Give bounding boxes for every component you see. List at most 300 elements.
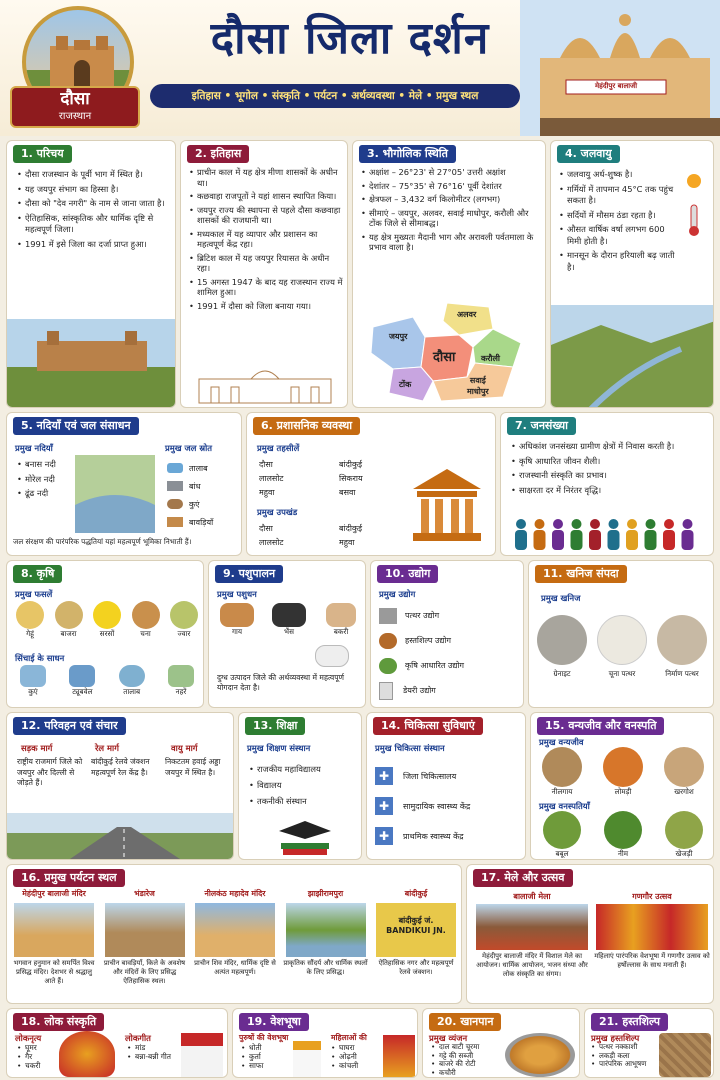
map-label-sawai-madhopur	[467, 375, 489, 397]
map-label-tonk: टोंक	[399, 380, 412, 389]
person-body-icon	[626, 530, 638, 550]
list-item	[167, 459, 239, 477]
fox-icon	[603, 747, 643, 787]
list-item: • घाघरा	[331, 1043, 381, 1052]
fauna-item	[535, 747, 589, 796]
list-item: • लकड़ी कला	[591, 1052, 655, 1061]
section-title: 16. प्रमुख पर्यटन स्थल	[13, 869, 125, 887]
animal-label: बकरी	[333, 627, 349, 636]
list-item: • मोरेल नदी	[17, 474, 81, 486]
logo-district-name: दौसा	[60, 89, 90, 109]
medical-list	[375, 761, 525, 851]
card-education	[238, 712, 362, 860]
water-sources-subheading: प्रमुख जल स्रोत	[165, 443, 213, 453]
dance-subheading: लोकनृत्य	[15, 1033, 42, 1043]
fair-name: बालाजी मेला	[513, 892, 551, 901]
list-item: • यह क्षेत्र मुख्यतः मैदानी भाग और अरावली पर्वतमाला के प्रभाव वाला है।	[361, 232, 541, 253]
person-body-icon	[645, 530, 657, 550]
list-item: • ओढ़नी	[331, 1052, 381, 1061]
card-tourism	[6, 864, 462, 1004]
list-item: • ब्रिटिश काल में यह जयपुर रियासत के अधीन रहा।	[189, 253, 343, 274]
map-label-sawai: सवाई	[469, 376, 486, 385]
person-head-icon	[683, 519, 693, 529]
list-item: • बाजरे की रोटी	[431, 1060, 501, 1069]
well-icon	[20, 665, 46, 687]
list-item: • 1991 में दौसा को जिला बनाया गया।	[189, 301, 343, 312]
mineral-item	[533, 615, 591, 678]
neem-tree-icon	[604, 811, 642, 849]
list-item: • सीमाएं – जयपुर, अलवर, सवाई माधोपुर, करौली और टोंक जिले से सीमाबद्ध।	[361, 208, 541, 229]
animal-label: भैंस	[284, 627, 294, 636]
shiva-temple-image	[195, 903, 275, 957]
tehsil-subheading: प्रमुख तहसीलें	[257, 443, 300, 453]
card-climate	[550, 140, 714, 408]
palace-sketch-icon	[191, 363, 339, 405]
highway-image	[7, 813, 234, 860]
crop-item	[167, 601, 201, 638]
tubewell-icon	[69, 665, 95, 687]
list-item: • कुर्ता	[241, 1052, 291, 1061]
place-name: मेहंदीपुर बालाजी मंदिर	[22, 889, 86, 898]
person-head-icon	[664, 519, 674, 529]
card-agriculture	[6, 560, 204, 708]
song-list	[127, 1043, 179, 1061]
crowd-fair-image	[476, 904, 588, 950]
fauna-subheading: प्रमुख वन्यजीव	[539, 737, 584, 747]
balaji-temple-image	[14, 903, 94, 957]
card-population	[500, 412, 714, 556]
sheep-icon	[315, 645, 349, 667]
source-label: कुएं	[189, 499, 200, 509]
goat-icon	[326, 603, 356, 627]
person-body-icon	[589, 530, 601, 550]
woman-attire-icon	[383, 1035, 415, 1077]
nilgai-icon	[542, 747, 582, 787]
section-title: 15. वन्यजीव और वनस्पति	[537, 717, 664, 735]
flora-label: खेजड़ी	[675, 849, 693, 858]
crop-label: सरसों	[99, 629, 115, 638]
list-item: • कृषि आधारित जीवन शैली।	[511, 456, 711, 468]
millet-icon	[55, 601, 83, 629]
crop-label: ज्वार	[177, 629, 191, 638]
list-item: • गट्टे की सब्जी	[431, 1052, 501, 1061]
person-head-icon	[553, 519, 563, 529]
festival-name: गणगौर उत्सव	[632, 892, 672, 901]
milk-can-icon	[379, 682, 393, 700]
map-label-karauli: करौली	[481, 354, 500, 363]
list-item: • बनास नदी	[17, 459, 81, 471]
fauna-item	[596, 747, 650, 796]
limestone-icon	[597, 615, 647, 665]
place-description: प्राचीन शिव मंदिर, धार्मिक दृष्टि से अत्यंत महत्वपूर्ण।	[194, 959, 276, 976]
stone-carving-icon	[659, 1033, 711, 1077]
valley-landscape-image	[551, 305, 714, 408]
fauna-label: लोमड़ी	[614, 787, 632, 796]
list-item: • प्राचीन काल में यह क्षेत्र मीणा शासकों के अधीन था।	[189, 167, 343, 188]
industry-list	[379, 603, 519, 703]
list-item: • पारंपरिक आभूषण	[591, 1060, 655, 1069]
mineral-item	[593, 615, 651, 678]
pottery-icon	[379, 633, 397, 649]
fair-description: मेहंदीपुर बालाजी मंदिर में विशाल मेले का आयोजन। धार्मिक आयोजन, भजन संध्या और लोक संस्कृति का संगम।	[476, 952, 588, 978]
crop-item	[13, 601, 47, 638]
list-item	[167, 477, 239, 495]
section-title: 2. इतिहास	[187, 145, 249, 163]
map-label-dausa: दौसा	[433, 350, 456, 365]
sun-thermometer-icon	[679, 169, 709, 239]
card-wildlife	[530, 712, 714, 860]
place-name: झाझीरामपुरा	[307, 889, 344, 898]
pond-icon	[167, 463, 183, 473]
section-title: 1. परिचय	[13, 145, 72, 163]
dancer-icon	[59, 1031, 115, 1077]
card-fairs-festivals	[466, 864, 714, 1004]
man-attire-icon	[293, 1041, 321, 1077]
list-item	[375, 761, 525, 791]
card-administration	[246, 412, 496, 556]
irrigation-label: नहरें	[175, 687, 187, 696]
section-title: 18. लोक संस्कृति	[13, 1013, 104, 1031]
list-item: • जयपुर राज्य की स्थापना से पहले दौसा कछवाहा शासकों की राजधानी था।	[189, 205, 343, 226]
section-title: 9. पशुपालन	[215, 565, 283, 583]
men-attire-list	[241, 1043, 291, 1070]
history-list	[189, 167, 343, 314]
wheat-icon	[16, 601, 44, 629]
list-item: • देशांतर – 75°35' से 76°16' पूर्वी देशांतर	[361, 181, 541, 192]
irrigation-item	[62, 665, 102, 696]
flora-subheading: प्रमुख वनस्पतियाँ	[539, 801, 590, 811]
list-item: सिकराय	[339, 474, 363, 483]
list-item: • क्षेत्रफल – 3,432 वर्ग किलोमीटर (लगभग)	[361, 194, 541, 205]
list-item: • गर्मियों में तापमान 45°C तक पहुंच सकता है।	[559, 184, 679, 207]
dam-icon	[167, 481, 183, 491]
climate-list	[559, 169, 679, 276]
card-minerals	[528, 560, 714, 708]
card-industry	[370, 560, 524, 708]
song-subheading: लोकगीत	[125, 1033, 151, 1043]
tourism-place	[192, 889, 278, 986]
cow-icon	[220, 603, 254, 627]
rail-text: बांदीकुई रेलवे जंक्शन महत्वपूर्ण रेल केंद्र है।	[91, 757, 150, 777]
section-title: 17. मेले और उत्सव	[473, 869, 573, 887]
section-title: 3. भौगोलिक स्थिति	[359, 145, 456, 163]
place-description: ऐतिहासिक नगर और महत्वपूर्ण रेलवे जंक्शन।	[378, 959, 454, 976]
place-name: बांदीकुई	[404, 889, 428, 898]
men-attire-subheading: पुरुषों की वेशभूषा	[239, 1033, 289, 1042]
musician-icon	[181, 1033, 223, 1077]
crop-item	[129, 601, 163, 638]
flora-row	[535, 811, 711, 858]
tourism-place	[283, 889, 369, 986]
crop-label: बाजरा	[60, 629, 77, 638]
station-sign-hindi: बांदीकुई जं.	[398, 916, 434, 925]
card-cuisine	[422, 1008, 580, 1078]
tourism-place	[373, 889, 459, 986]
place-name: नीलकंठ महादेव मंदिर	[204, 889, 266, 898]
livestock-subheading: प्रमुख पशुधन	[217, 589, 257, 599]
fort-landscape-image	[7, 319, 176, 408]
people-group-icon	[513, 517, 703, 553]
list-item: महुवा	[259, 488, 275, 497]
card-transport	[6, 712, 234, 860]
person-head-icon	[646, 519, 656, 529]
list-item: • गैर	[17, 1052, 57, 1061]
air-text: निकटतम हवाई अड्डा जयपुर में स्थित है।	[165, 757, 221, 777]
irrigation-item	[112, 665, 152, 696]
section-title: 20. खानपान	[429, 1013, 501, 1031]
air-subheading: वायु मार्ग	[171, 743, 198, 753]
list-item: • साक्षरता दर में निरंतर वृद्धि।	[511, 485, 711, 497]
source-label: तालाब	[189, 463, 208, 473]
card-history	[180, 140, 348, 408]
chickpea-icon	[132, 601, 160, 629]
canal-icon	[168, 665, 194, 687]
place-description: भगवान हनुमान को समर्पित विश्व प्रसिद्ध मंदिर। देशभर से श्रद्धालु आते हैं।	[13, 959, 95, 985]
list-item: बांदीकुई	[339, 524, 363, 533]
person-head-icon	[516, 519, 526, 529]
rail-subheading: रेल मार्ग	[95, 743, 119, 753]
dance-list	[17, 1043, 57, 1070]
section-title: 10. उद्योग	[377, 565, 438, 583]
source-label: बावड़ियाँ	[189, 517, 214, 527]
list-item: • मध्यकाल में यह व्यापार और प्रशासन का महत्वपूर्ण केंद्र रहा।	[189, 229, 343, 250]
fauna-label: नीलगाय	[551, 787, 573, 796]
fair-item	[473, 891, 591, 979]
list-item: • राजस्थानी संस्कृति का प्रभाव।	[511, 470, 711, 482]
list-item: • राजकीय महाविद्यालय	[249, 763, 361, 776]
list-item: • चकरी	[17, 1061, 57, 1070]
list-item: लालसोट	[259, 474, 284, 483]
list-item: • घूमर	[17, 1043, 57, 1052]
fauna-row	[535, 747, 711, 796]
list-item: दौसा	[259, 460, 273, 469]
rivers-list	[17, 459, 81, 503]
list-item: • दौसा को "देव नगरी" के नाम से जाना जाता है।	[17, 198, 167, 210]
crop-label: चना	[140, 629, 151, 638]
person-head-icon	[590, 519, 600, 529]
logo-state-name: राजस्थान	[58, 111, 92, 122]
intro-list	[17, 169, 167, 253]
list-item	[379, 628, 519, 653]
festival-item	[593, 891, 711, 970]
industry-label: कृषि आधारित उद्योग	[405, 661, 464, 670]
list-item: • मांड	[127, 1043, 179, 1052]
graduation-cap-books-icon	[275, 817, 335, 857]
irrigation-row	[13, 665, 201, 696]
gangaur-women-image	[596, 904, 708, 950]
mineral-label: निर्माण पत्थर	[665, 669, 699, 678]
irrigation-label: ट्यूबवेल	[72, 687, 93, 696]
section-title: 11. खनिज संपदा	[535, 565, 627, 583]
cuisine-list	[431, 1043, 501, 1077]
building-stone-icon	[657, 615, 707, 665]
women-attire-subheading: महिलाओं की	[331, 1033, 367, 1042]
water-sources-list	[167, 459, 239, 531]
flora-item	[535, 811, 589, 858]
station-sign-english: BANDIKUI JN.	[386, 926, 446, 935]
page-subtitle: इतिहास • भूगोल • संस्कृति • पर्यटन • अर्थव्यवस्था • मेले • प्रमुख स्थल	[150, 84, 520, 108]
health-center-icon: ✚	[375, 797, 393, 815]
crop-label: गेहूं	[26, 629, 34, 638]
list-item: दौसा	[259, 524, 273, 533]
livestock-row	[217, 603, 361, 636]
card-rivers	[6, 412, 242, 556]
irrigation-label: तालाब	[123, 687, 141, 696]
card-geography	[352, 140, 546, 408]
medical-label: प्राथमिक स्वास्थ्य केंद्र	[403, 831, 464, 841]
person-head-icon	[572, 519, 582, 529]
section-title: 14. चिकित्सा सुविधाएं	[373, 717, 483, 735]
list-item: बसवा	[339, 488, 356, 497]
mustard-icon	[93, 601, 121, 629]
list-item	[167, 513, 239, 531]
section-title: 8. कृषि	[13, 565, 62, 583]
person-body-icon	[682, 530, 694, 550]
section-title: 5. नदियाँ एवं जल संसाधन	[13, 417, 139, 435]
tourism-places-row	[11, 889, 459, 986]
list-item: • जलवायु अर्ध-शुष्क है।	[559, 169, 679, 181]
list-item: • विद्यालय	[249, 779, 361, 792]
industry-label: पत्थर उद्योग	[405, 611, 440, 620]
map-label-madhopur: माधोपुर	[467, 387, 489, 396]
flora-item	[657, 811, 711, 858]
mineral-label: चूना पत्थर	[608, 669, 636, 678]
rivers-subheading: प्रमुख नदियाँ	[15, 443, 53, 453]
list-item	[379, 653, 519, 678]
stepwell-image	[105, 903, 185, 957]
list-item: लालसोट	[259, 538, 284, 547]
handicraft-subheading: प्रमुख हस्तशिल्प	[591, 1033, 640, 1043]
person-head-icon	[627, 519, 637, 529]
list-item: • अक्षांश – 26°23' से 27°05' उत्तरी अक्षांश	[361, 167, 541, 178]
person-body-icon	[515, 530, 527, 550]
government-building-icon	[407, 465, 487, 545]
festival-description: महिलाएं पारंपरिक वेशभूषा में गणगौर उत्सव को हर्षोल्लास के साथ मनाती हैं।	[594, 952, 710, 969]
flora-item	[596, 811, 650, 858]
women-attire-list	[331, 1043, 381, 1070]
page-title: दौसा जिला दर्शन	[210, 13, 490, 64]
place-description: प्राकृतिक सौंदर्य और धार्मिक स्थलों के लिए प्रसिद्ध।	[283, 959, 368, 976]
fauna-label: खरगोश	[674, 787, 694, 796]
mineral-item	[653, 615, 711, 678]
irrigation-item	[161, 665, 201, 696]
list-item	[375, 791, 525, 821]
dairy-note: दुग्ध उत्पादन जिले की अर्थव्यवस्था में महत्वपूर्ण योगदान देता है।	[217, 673, 345, 692]
list-item: • कचौरी	[431, 1069, 501, 1078]
person-head-icon	[535, 519, 545, 529]
list-item: • अधिकांश जनसंख्या ग्रामीण क्षेत्रों में निवास करती है।	[511, 441, 711, 453]
list-item	[167, 495, 239, 513]
river-image	[75, 455, 155, 533]
list-item	[379, 603, 519, 628]
road-subheading: सड़क मार्ग	[21, 743, 53, 753]
card-medical	[366, 712, 526, 860]
cuisine-subheading: प्रमुख व्यंजन	[429, 1033, 468, 1043]
plant-icon	[379, 658, 397, 674]
tehsil-list	[259, 459, 409, 498]
food-platter-icon	[505, 1033, 575, 1077]
crops-subheading: प्रमुख फसलें	[15, 589, 53, 599]
place-name: भंडारेज	[134, 889, 155, 898]
list-item	[379, 678, 519, 703]
list-item: • साफा	[241, 1061, 291, 1070]
person-body-icon	[552, 530, 564, 550]
section-title: 12. परिवहन एवं संचार	[13, 717, 126, 735]
logo-banner	[10, 86, 140, 128]
minerals-subheading: प्रमुख खनिज	[541, 593, 581, 603]
list-item: महुवा	[339, 538, 355, 547]
flora-label: बबूल	[555, 849, 569, 858]
list-item: • ऐतिहासिक, सांस्कृतिक और धार्मिक दृष्टि से महत्वपूर्ण जिला।	[17, 213, 167, 236]
list-item: • 15 अगस्त 1947 के बाद यह राजस्थान राज्य में शामिल हुआ।	[189, 277, 343, 298]
animal-item	[321, 603, 361, 636]
lake-landscape-image	[286, 903, 366, 957]
minerals-row	[533, 615, 711, 678]
animal-item	[217, 603, 257, 636]
irrigation-item	[13, 665, 53, 696]
hospital-icon: ✚	[375, 767, 393, 785]
granite-icon	[537, 615, 587, 665]
well-icon	[167, 499, 183, 509]
education-subheading: प्रमुख शिक्षण संस्थान	[247, 743, 311, 753]
card-folk-culture	[6, 1008, 228, 1078]
person-body-icon	[571, 530, 583, 550]
list-item: • बन्ना-बन्नी गीत	[127, 1052, 179, 1061]
card-attire	[232, 1008, 418, 1078]
industry-subheading: प्रमुख उद्योग	[379, 589, 416, 599]
medical-label: सामुदायिक स्वास्थ्य केंद्र	[403, 801, 471, 811]
list-item: • 1991 में इसे जिला का दर्जा प्राप्त हुआ।	[17, 239, 167, 251]
subdivision-list	[259, 523, 409, 548]
map-label-alwar: अलवर	[457, 310, 477, 319]
babool-tree-icon	[543, 811, 581, 849]
animal-item	[269, 603, 309, 636]
fauna-item	[657, 747, 711, 796]
list-item: • धोती	[241, 1043, 291, 1052]
list-item: • यह जयपुर संभाग का हिस्सा है।	[17, 184, 167, 196]
pond-icon	[119, 665, 145, 687]
list-item: • मानसून के दौरान हरियाली बढ़ जाती है।	[559, 250, 679, 273]
medical-label: जिला चिकित्सालय	[403, 771, 457, 781]
section-title: 19. वेशभूषा	[239, 1013, 309, 1031]
road-text: राष्ट्रीय राजमार्ग जिले को जयपुर और दिल्ली से जोड़ते हैं।	[17, 757, 83, 787]
district-logo	[6, 6, 141, 132]
list-item: • दाल बाटी चूरमा	[431, 1043, 501, 1052]
industry-label: डेयरी उद्योग	[403, 686, 436, 695]
page-header	[0, 0, 720, 136]
buffalo-icon	[272, 603, 306, 627]
rabbit-icon	[664, 747, 704, 787]
stepwell-icon	[167, 517, 183, 527]
person-body-icon	[534, 530, 546, 550]
khejri-tree-icon	[665, 811, 703, 849]
industry-label: हस्तशिल्प उद्योग	[405, 636, 451, 645]
person-body-icon	[663, 530, 675, 550]
handicraft-list	[591, 1043, 655, 1069]
crop-item	[52, 601, 86, 638]
section-title: 6. प्रशासनिक व्यवस्था	[253, 417, 360, 435]
crops-row	[13, 601, 201, 638]
list-item: बांदीकुई	[339, 460, 363, 469]
section-title: 21. हस्तशिल्प	[591, 1013, 668, 1031]
list-item: • औसत वार्षिक वर्षा लगभग 600 मिमी होती है।	[559, 224, 679, 247]
card-introduction	[6, 140, 176, 408]
list-item: • कछवाहा राजपूतों ने यहां शासन स्थापित किया।	[189, 191, 343, 202]
place-description: प्राचीन बावड़ियाँ, किले के अवशेष और मंदिरों के लिए प्रसिद्ध ऐतिहासिक स्थल।	[103, 959, 186, 985]
list-item: • ढूंढ नदी	[17, 488, 81, 500]
list-item: • कांचली	[331, 1061, 381, 1070]
section-title: 13. शिक्षा	[245, 717, 305, 735]
